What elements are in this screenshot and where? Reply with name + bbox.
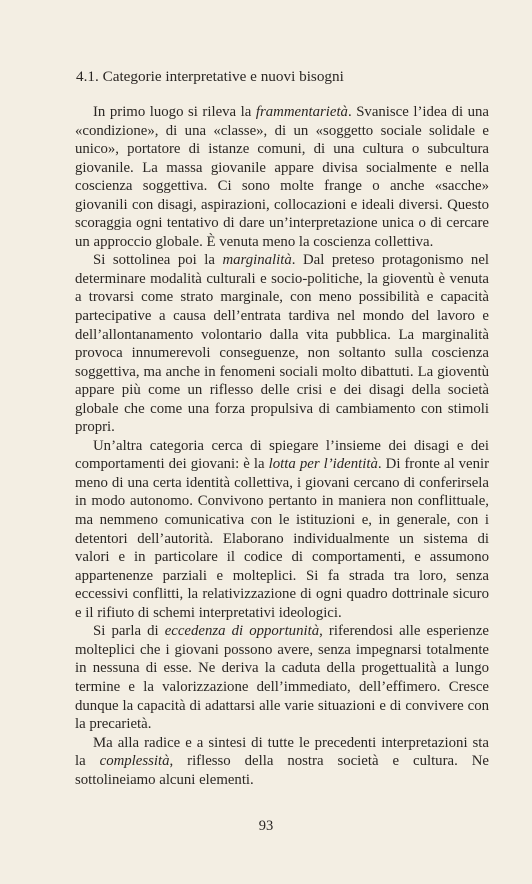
section-heading: 4.1. Categorie interpretative e nuovi bisogni	[76, 68, 344, 85]
text-run: . Dal preteso protagonismo nel determinare modalità culturali e socio-politiche, la gioventù è venuta a trovarsi come strato marginale, con meno possibilità e capacità partecipative a causa dell’entrata tardiva nel mondo del lavoro e dell’allontanamento volontario dalla vita pubblica. La marginalità provoca innumerevoli conseguenze, non soltanto sulla coscienza soggettiva, ma anche in fenomeni sociali molto dibattuti. La gioventù appare più come un riflesso delle crisi e dei disagi della società globale che come una forza propulsiva di cambiamento con stimoli propri.	[75, 252, 489, 436]
paragraph-frammentarieta	[75, 103, 489, 251]
paragraph-lotta-identita	[75, 437, 489, 622]
text-run: In primo luogo si rileva la	[93, 104, 256, 120]
text-run: , riflesso della nostra società e cultura. Ne sottolineiamo alcuni elementi.	[75, 753, 489, 788]
text-run: , riferendosi alle esperienze molteplici che i giovani possono avere, senza impegnarsi totalmente in nessuna di esse. Ne deriva la caduta della progettualità a lungo termine e la valorizzazione dell’immediato, dell’effimero. Cresce dunque la capacità di adattarsi alle varie situazioni e di convivere con la precarietà.	[75, 623, 489, 733]
emphasized-term: frammentarietà	[255, 104, 348, 120]
emphasized-term: eccedenza di opportunità	[164, 623, 320, 640]
body-text	[75, 103, 489, 789]
text-run: Ma alla radice e a sintesi di tutte le precedenti interpretazioni sta la	[75, 734, 489, 770]
text-run: . Svanisce l’idea di una «condizione», di una «classe», di un «soggetto sociale solidale e unico», portatore di istanze comuni, di una cultura o subcultura giovanile. La massa giovanile appare divisa socialmente e nella coscienza soggettiva. Ci sono molte frange o anche «sacche» giovanili con disagi, aspirazioni, collocazioni e ideali diversi. Questo scoraggia ogni tentativo di dare un’interpretazione unica o di cercare un approccio globale. È venuta meno la coscienza collettiva.	[75, 104, 489, 250]
emphasized-term: marginalità	[222, 252, 292, 269]
emphasized-term: complessità	[99, 753, 170, 770]
paragraph-marginalita	[75, 251, 489, 436]
emphasized-term: lotta per l’identità	[268, 456, 378, 473]
text-run: Un’altra categoria cerca di spiegare l’insieme dei disagi e dei comportamenti dei giovani: è la	[75, 437, 489, 473]
text-run: Si sottolinea poi la	[93, 252, 223, 269]
paragraph-complessita	[75, 734, 489, 790]
paragraph-eccedenza-opportunita	[75, 622, 489, 733]
text-run: Si parla di	[93, 623, 165, 640]
page-number: 93	[258, 818, 274, 834]
text-run: . Di fronte al venir meno di una certa identità collettiva, i giovani cercano di conferirsela in modo autonomo. Convivono pertanto in maniera non conflittuale, ma nemmeno comunicativa con le istituzioni e, in generale, con i detentori dell’autorità. Elaborano individualmente un sistema di valori e in particolare il codice di comportamenti, e assumono appartenenze parziali e molteplici. Si fa strada tra loro, senza eccessivi conflitti, la relativizzazione di ogni quadro dottrinale sicuro e il rifiuto di schemi interpretativi ideologici.	[75, 456, 490, 621]
